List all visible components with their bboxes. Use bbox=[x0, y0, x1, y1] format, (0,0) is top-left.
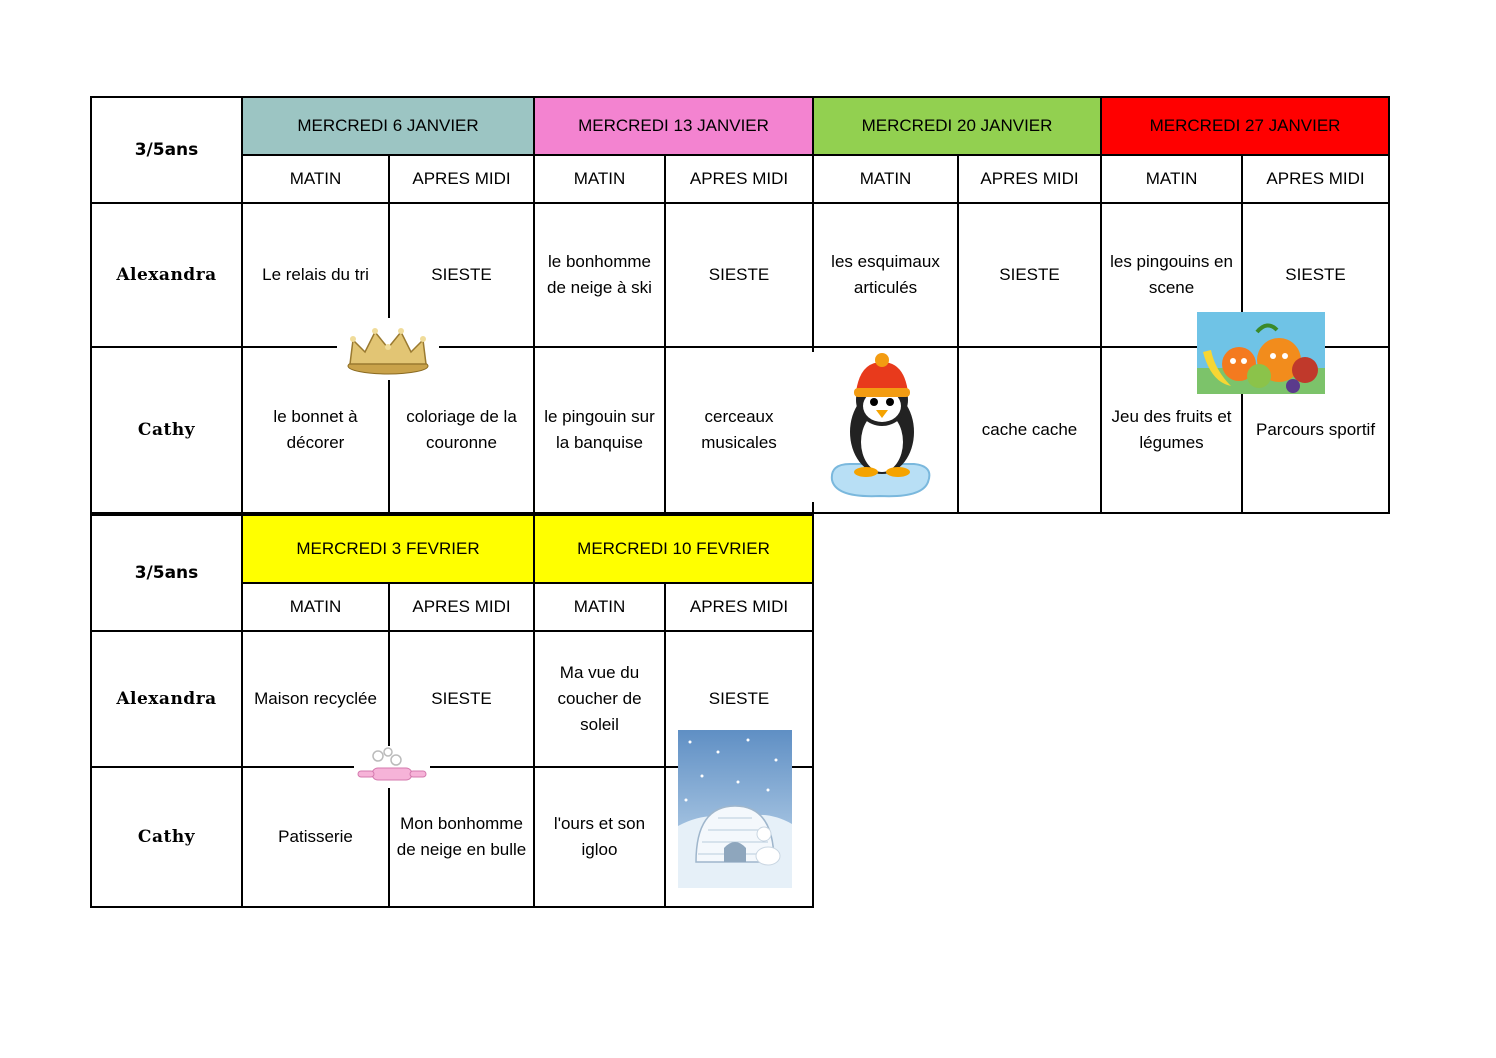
slot-header: APRES MIDI bbox=[665, 155, 813, 203]
staff-name: Alexandra bbox=[91, 203, 242, 347]
activity-cell: les esquimaux articulés bbox=[813, 203, 958, 347]
slot-header: APRES MIDI bbox=[958, 155, 1101, 203]
rolling-pin-icon bbox=[354, 746, 430, 788]
activity-cell: le pingouin sur la banquise bbox=[534, 347, 665, 513]
slot-header: APRES MIDI bbox=[389, 155, 534, 203]
date-header: MERCREDI 10 FEVRIER bbox=[534, 515, 813, 583]
igloo-icon bbox=[678, 730, 792, 888]
date-header: MERCREDI 3 FEVRIER bbox=[242, 515, 534, 583]
activity-cell: Jeu des fruits et légumes bbox=[1101, 347, 1242, 513]
slot-header: MATIN bbox=[813, 155, 958, 203]
activity-cell: cerceaux musicales bbox=[665, 347, 813, 513]
fruits-vegetables-icon bbox=[1197, 312, 1325, 394]
activity-cell: le bonnet à décorer bbox=[242, 347, 389, 513]
slot-header: MATIN bbox=[534, 155, 665, 203]
date-header: MERCREDI 13 JANVIER bbox=[534, 97, 813, 155]
age-group-label: 3/5ans bbox=[91, 97, 242, 203]
slot-header: MATIN bbox=[534, 583, 665, 631]
date-header: MERCREDI 6 JANVIER bbox=[242, 97, 534, 155]
crown-icon bbox=[337, 318, 439, 380]
staff-name: Alexandra bbox=[91, 631, 242, 767]
activity-cell: Maison recyclée bbox=[242, 631, 389, 767]
activity-cell: cache cache bbox=[958, 347, 1101, 513]
slot-header: MATIN bbox=[242, 155, 389, 203]
activity-cell: Ma vue du coucher de soleil bbox=[534, 631, 665, 767]
slot-header: APRES MIDI bbox=[665, 583, 813, 631]
slot-header: APRES MIDI bbox=[1242, 155, 1389, 203]
slot-header: APRES MIDI bbox=[389, 583, 534, 631]
activity-cell: Le relais du tri bbox=[242, 203, 389, 347]
slot-header: MATIN bbox=[242, 583, 389, 631]
activity-cell: coloriage de la couronne bbox=[389, 347, 534, 513]
activity-cell: SIESTE bbox=[958, 203, 1101, 347]
activity-cell: SIESTE bbox=[665, 203, 813, 347]
date-header: MERCREDI 20 JANVIER bbox=[813, 97, 1101, 155]
staff-name: Cathy bbox=[91, 767, 242, 907]
penguin-icon bbox=[810, 352, 950, 502]
activity-cell: Patisserie bbox=[242, 767, 389, 907]
activity-cell: les pingouins en scene bbox=[1101, 203, 1242, 347]
staff-name: Cathy bbox=[91, 347, 242, 513]
activity-cell: SIESTE bbox=[389, 631, 534, 767]
age-group-label: 3/5ans bbox=[91, 515, 242, 631]
activity-cell: SIESTE bbox=[389, 203, 534, 347]
activity-cell: Parcours sportif bbox=[1242, 347, 1389, 513]
slot-header: MATIN bbox=[1101, 155, 1242, 203]
activity-cell: SIESTE bbox=[1242, 203, 1389, 347]
activity-cell: SIESTE bbox=[665, 631, 813, 767]
activity-cell: Mon bonhomme de neige en bulle bbox=[389, 767, 534, 907]
activity-cell: l'ours et son igloo bbox=[534, 767, 665, 907]
date-header: MERCREDI 27 JANVIER bbox=[1101, 97, 1389, 155]
activity-cell: le bonhomme de neige à ski bbox=[534, 203, 665, 347]
schedule-table-january bbox=[90, 96, 1390, 514]
